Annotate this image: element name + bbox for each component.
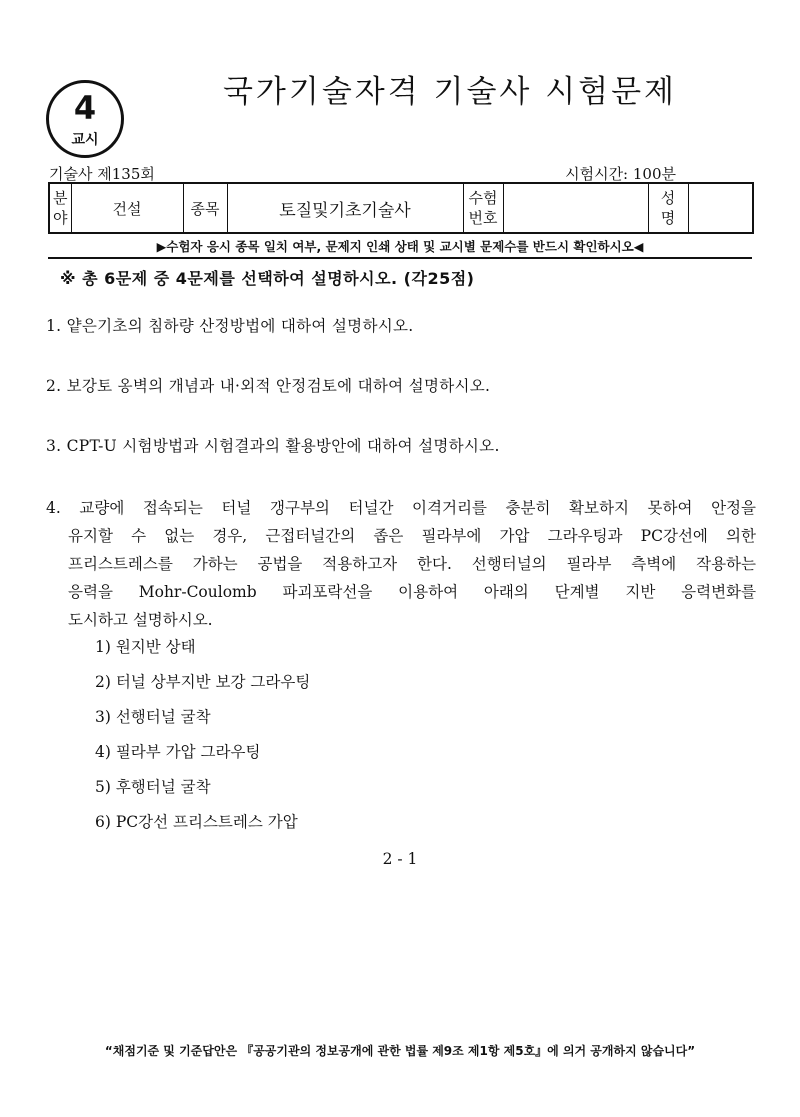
question-2: 2. 보강토 옹벽의 개념과 내·외적 안정검토에 대하여 설명하시오. (46, 377, 491, 395)
period-label: 교시 (71, 132, 99, 148)
divider (48, 257, 752, 259)
question-4-line: 도시하고 설명하시오. (68, 611, 213, 629)
instruction: ※ 총 6문제 중 4문제를 선택하여 설명하시오. (각25점) (60, 269, 475, 288)
question-4-item: 2) 터널 상부지반 보강 그라우팅 (95, 673, 311, 691)
period-number: 4 (73, 89, 97, 127)
field-label-bottom: 야 (53, 209, 68, 227)
field-label-top: 분 (53, 189, 68, 207)
question-4-item: 3) 선행터널 굴착 (95, 708, 211, 726)
page-title: 국가기술자격 기술사 시험문제 (222, 74, 677, 110)
category-label: 종목 (183, 183, 227, 233)
exam-no-label-cell (463, 183, 503, 233)
question-4-line: 유지할 수 없는 경우, 근접터널간의 좁은 필라부에 가압 그라우팅과 PC강선에 의한 (68, 527, 756, 545)
question-4 (46, 494, 756, 634)
question-4-line: 4. 교량에 접속되는 터널 갱구부의 터널간 이격거리를 충분히 확보하지 못하여 안정을 (46, 499, 756, 517)
name-label-cell (648, 183, 688, 233)
footer-notice: “채점기준 및 기준답안은 『공공기관의 정보공개에 관한 법률 제9조 제1항 제5호』에 의거 공개하지 않습니다” (104, 1044, 696, 1058)
field-value: 건설 (71, 183, 183, 233)
name-label-top: 성 (660, 189, 676, 207)
period-badge (46, 80, 124, 158)
page-number: 2 - 1 (382, 850, 418, 868)
exam-time: 시험시간: 100분 (565, 165, 676, 183)
notice: ▶수험자 응시 종목 일치 여부, 문제지 인쇄 상태 및 교시별 문제수를 반드시 확인하시오◀ (156, 239, 644, 254)
exam-no-label-top: 수험 (468, 189, 498, 207)
exam-no-field[interactable] (503, 183, 648, 233)
category-value: 토질및기초기술사 (227, 183, 463, 233)
question-4-item: 4) 필라부 가압 그라우팅 (95, 743, 261, 761)
question-4-line: 프리스트레스를 가하는 공법을 적용하고자 한다. 선행터널의 필라부 측벽에 작용하는 (68, 555, 756, 573)
question-4-item: 5) 후행터널 굴착 (95, 778, 211, 796)
name-field[interactable] (688, 183, 753, 233)
question-1: 1. 얕은기초의 침하량 산정방법에 대하여 설명하시오. (46, 317, 414, 335)
exam-info: 기술사 제135회 (49, 165, 155, 183)
exam-no-label-bottom: 번호 (468, 209, 498, 227)
field-label-cell (49, 183, 71, 233)
question-4-item: 6) PC강선 프리스트레스 가압 (95, 813, 298, 831)
question-4-line: 응력을 Mohr-Coulomb 파괴포락선을 이용하여 아래의 단계별 지반 응력변화를 (68, 583, 756, 601)
info-table (48, 182, 754, 234)
name-label-bottom: 명 (660, 209, 676, 227)
question-3: 3. CPT-U 시험방법과 시험결과의 활용방안에 대하여 설명하시오. (46, 437, 500, 455)
question-4-item: 1) 원지반 상태 (95, 638, 196, 656)
